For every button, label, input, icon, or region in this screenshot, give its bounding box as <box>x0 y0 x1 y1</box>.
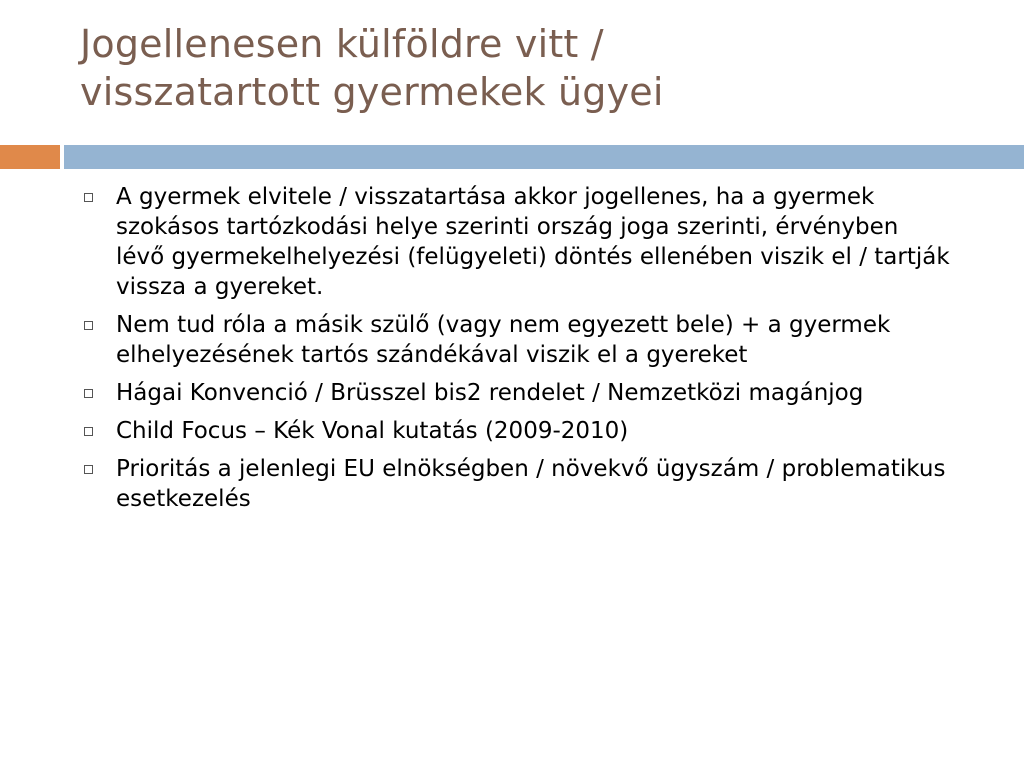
bullet-item <box>80 378 950 408</box>
bullet-text: A gyermek elvitele / visszatartása akkor jogellenes, ha a gyermek szokásos tartózkodási helye szerinti ország joga szerinti, érvényben lévő gyermekelhelyezési (felügyeleti) döntés ellenében viszik el / tartják vissza a gyereket. <box>116 184 950 300</box>
bullet-text: Nem tud róla a másik szülő (vagy nem egyezett bele) + a gyermek elhelyezésének tartós szándékával viszik el a gyereket <box>116 312 891 368</box>
bullet-item <box>80 416 950 446</box>
bullet-text: Child Focus – Kék Vonal kutatás (2009-2010) <box>116 418 629 444</box>
bullet-text: Hágai Konvenció / Brüsszel bis2 rendelet / Nemzetközi magánjog <box>116 380 864 406</box>
hollow-square-bullet-icon <box>84 389 93 398</box>
slide-title <box>80 20 980 116</box>
bullet-text: Prioritás a jelenlegi EU elnökségben / növekvő ügyszám / problematikus esetkezelés <box>116 456 946 512</box>
slide-title-line-1: Jogellenesen külföldre vitt / <box>80 22 604 66</box>
bullet-item <box>80 182 950 302</box>
hollow-square-bullet-icon <box>84 427 93 436</box>
hollow-square-bullet-icon <box>84 321 93 330</box>
bullet-list <box>80 182 950 522</box>
hollow-square-bullet-icon <box>84 465 93 474</box>
bullet-item <box>80 454 950 514</box>
slide-title-line-2: visszatartott gyermekek ügyei <box>80 70 664 114</box>
accent-bar-orange <box>0 145 60 169</box>
accent-bar-blue <box>64 145 1024 169</box>
bullet-item <box>80 310 950 370</box>
hollow-square-bullet-icon <box>84 193 93 202</box>
